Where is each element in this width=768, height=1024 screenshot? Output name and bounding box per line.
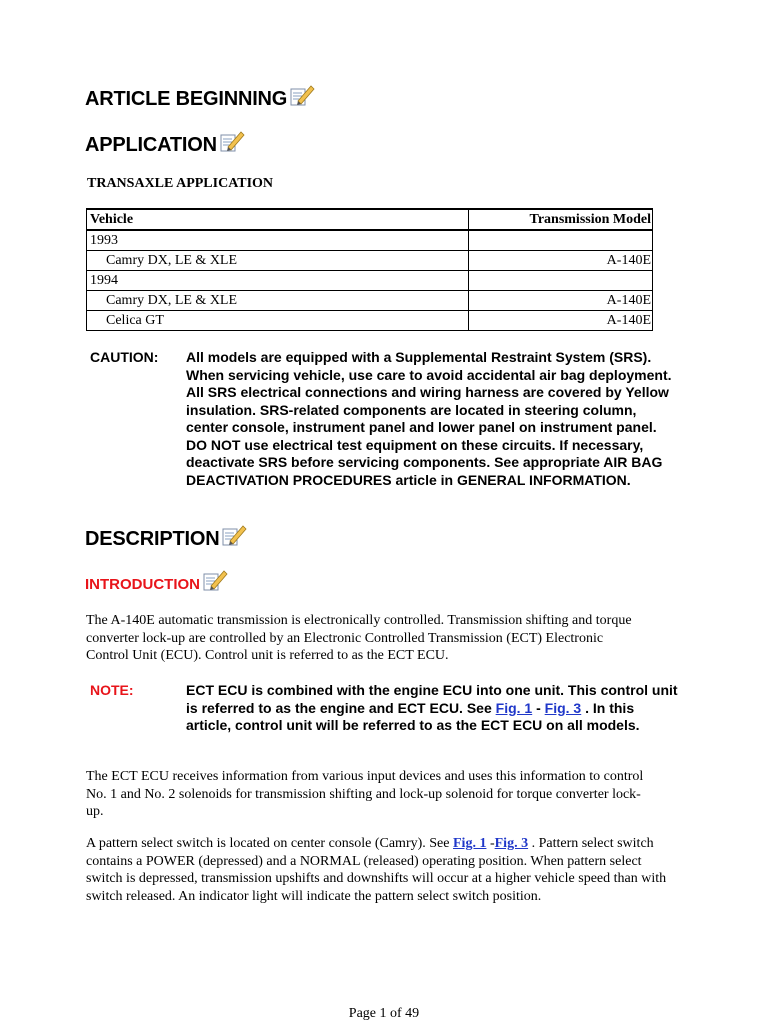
cell-model: A-140E	[469, 251, 653, 271]
heading-text: INTRODUCTION	[85, 576, 200, 593]
heading-article-beginning	[85, 88, 315, 111]
figure-link[interactable]: Fig. 1	[495, 699, 533, 716]
heading-introduction	[85, 576, 228, 593]
table-row	[87, 291, 653, 311]
edit-pencil-icon[interactable]	[202, 568, 228, 592]
table-title: TRANSAXLE APPLICATION	[87, 176, 274, 191]
figure-link[interactable]: Fig. 1	[453, 836, 487, 851]
cell-vehicle: 1994	[87, 271, 469, 291]
column-header-vehicle: Vehicle	[87, 209, 469, 230]
cell-vehicle: Camry DX, LE & XLE	[87, 251, 469, 271]
table-row	[87, 251, 653, 271]
note-text-start: ECT ECU is combined with the engine ECU into one unit. This control unit is referred to as the engine and ECT ECU. See	[186, 682, 678, 716]
cell-model	[469, 271, 653, 291]
note-text-end: . In this article, control unit will be referred to as the ECT ECU on all models.	[186, 699, 640, 733]
figure-link[interactable]: Fig. 3	[544, 699, 582, 716]
transaxle-application-table	[86, 208, 653, 331]
table-row	[87, 230, 653, 251]
table-row	[87, 311, 653, 331]
paragraph-text-end: . Pattern select switch contains a POWER (depressed) and a NORMAL (released) operating position. When pattern select switch is depressed, transmission upshifts and downshifts will occur at a higher vehicle speed than with switch released. An indicator light will indicate the pattern select switch position.	[86, 836, 667, 904]
note-label: NOTE:	[90, 682, 134, 698]
edit-pencil-icon[interactable]	[221, 523, 247, 547]
note-text	[186, 682, 678, 735]
heading-application	[85, 134, 245, 157]
cell-model: A-140E	[469, 311, 653, 331]
paragraph-separator: -	[486, 836, 495, 851]
heading-text: DESCRIPTION	[85, 528, 220, 550]
caution-label: CAUTION:	[90, 349, 159, 365]
table-row	[87, 271, 653, 291]
edit-pencil-icon[interactable]	[289, 83, 315, 107]
table-header-row	[87, 209, 653, 230]
heading-text: APPLICATION	[85, 134, 217, 156]
caution-text: All models are equipped with a Supplemental Restraint System (SRS). When servicing vehicle, use care to avoid accidental air bag deployment. All SRS electrical connections and wiring harness are covered by Yellow insulation. SRS-related components are located in steering column, center console, instrument panel and lower panel on instrument panel. DO NOT use electrical test equipment on these circuits. If necessary, deactivate SRS before servicing components. See appropriate AIR BAG DEACTIVATION PROCEDURES article in GENERAL INFORMATION.	[186, 349, 672, 488]
figure-link[interactable]: Fig. 3	[494, 836, 529, 851]
heading-text: ARTICLE BEGINNING	[85, 88, 288, 110]
cell-vehicle: Camry DX, LE & XLE	[87, 291, 469, 311]
paragraph-text-start: A pattern select switch is located on center console (Camry). See	[86, 836, 453, 851]
column-header-transmission-model: Transmission Model	[469, 209, 653, 230]
cell-vehicle: 1993	[87, 230, 469, 251]
heading-description	[85, 528, 247, 551]
ecu-paragraph: The ECT ECU receives information from various input devices and uses this information to control No. 1 and No. 2 solenoids for transmission shifting and lock-up solenoid for torque converter lock-up.	[86, 769, 644, 820]
cell-model: A-140E	[469, 291, 653, 311]
page-number: Page 1 of 49	[348, 1006, 420, 1021]
cell-model	[469, 230, 653, 251]
pattern-select-paragraph	[86, 835, 671, 905]
edit-pencil-icon[interactable]	[219, 129, 245, 153]
intro-paragraph: The A-140E automatic transmission is electronically controlled. Transmission shifting and torque converter lock-up are controlled by an Electronic Controlled Transmission (ECT) Electronic Control Unit (ECU). Control unit is referred to as the ECT ECU.	[86, 613, 632, 664]
cell-vehicle: Celica GT	[87, 311, 469, 331]
note-separator: -	[532, 699, 545, 716]
